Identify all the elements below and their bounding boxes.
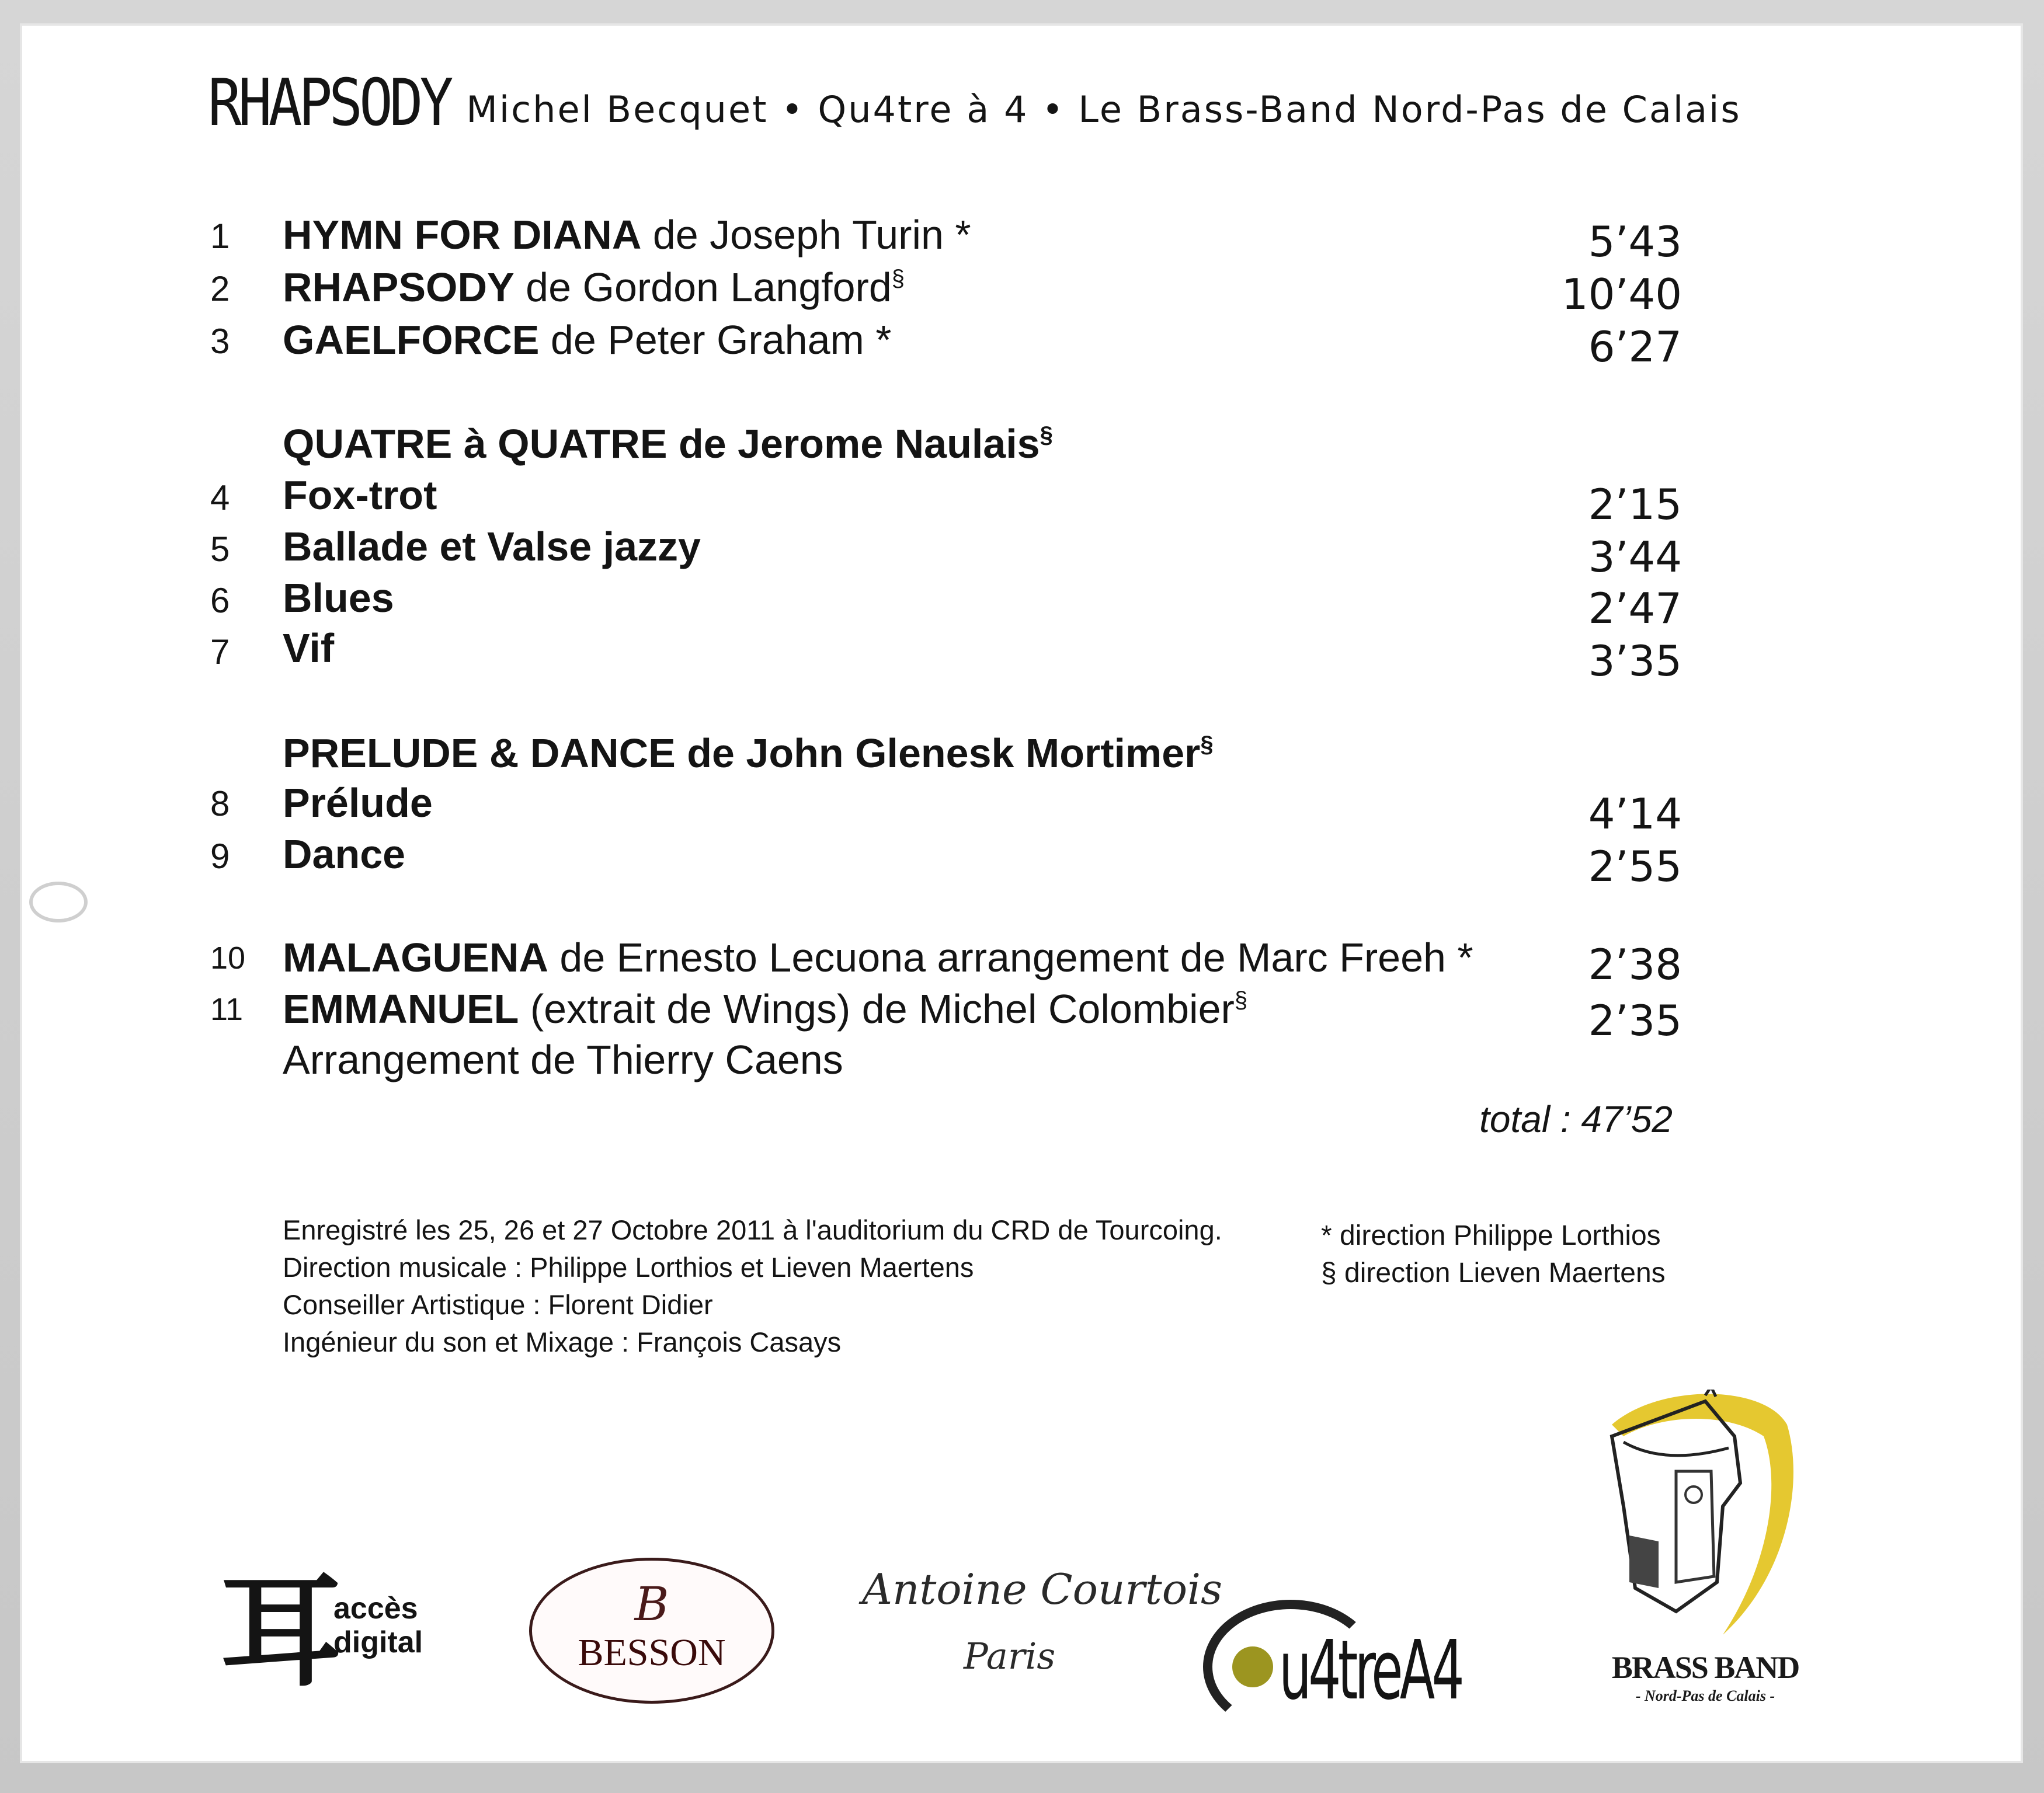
track-title-bold: MALAGUENA <box>283 935 548 980</box>
section-heading <box>283 420 1053 467</box>
acces-digital-logo <box>220 1559 465 1711</box>
section-heading <box>283 730 1214 777</box>
track-title <box>283 264 905 311</box>
track-number: 8 <box>210 784 230 823</box>
track-duration: 6’27 <box>1588 322 1682 371</box>
track-duration: 2’15 <box>1588 480 1682 529</box>
courtois-city: Paris <box>964 1635 1056 1677</box>
section-heading-text: PRELUDE & DANCE de John Glenesk Mortimer <box>283 730 1201 776</box>
rhapsody-logo: RHAPSODY <box>208 65 450 141</box>
track-number: 2 <box>210 269 230 308</box>
credit-line: Ingénieur du son et Mixage : François Casays <box>283 1327 842 1357</box>
case-hinge <box>29 882 88 922</box>
recording-credits <box>283 1211 1222 1361</box>
total-duration: total : 47’52 <box>1479 1098 1673 1140</box>
besson-wordmark: BESSON <box>578 1631 726 1674</box>
track-title: Prélude <box>283 780 433 826</box>
header <box>208 65 1741 141</box>
track-title: Blues <box>283 575 394 621</box>
track-title: Dance <box>283 831 406 877</box>
track-duration: 10’40 <box>1561 270 1682 319</box>
track-mark: § <box>1234 987 1248 1013</box>
track-title-bold: RHAPSODY <box>283 264 515 310</box>
brass-band-emblem-icon <box>1588 1390 1810 1646</box>
direction-legend <box>1321 1217 1666 1292</box>
track-mark: § <box>891 266 905 291</box>
acces-digital-mark-icon: 耳 <box>220 1559 343 1704</box>
track-title: Vif <box>283 625 335 671</box>
track-title-bold: EMMANUEL <box>283 986 519 1032</box>
track-duration: 2’35 <box>1588 996 1682 1045</box>
track-composer: (extrait de Wings) de Michel Colombier <box>519 986 1235 1032</box>
track-arrangement: Arrangement de Thierry Caens <box>283 1037 843 1082</box>
credit-line: Conseiller Artistique : Florent Didier <box>283 1289 713 1320</box>
track-title-bold: HYMN FOR DIANA <box>283 212 642 257</box>
track-number: 3 <box>210 322 230 361</box>
artists-line: Michel Becquet • Qu4tre à 4 • Le Brass-Band Nord-Pas de Calais <box>466 88 1741 131</box>
track-number: 6 <box>210 581 230 620</box>
track-duration: 2’47 <box>1588 584 1682 633</box>
track-mark: * <box>864 317 892 363</box>
section-mark: § <box>1040 422 1053 448</box>
direction-line: * direction Philippe Lorthios <box>1321 1220 1661 1251</box>
track-composer: de Gordon Langford <box>514 264 892 310</box>
credit-line: Enregistré les 25, 26 et 27 Octobre 2011 à l'auditorium du CRD de Tourcoing. <box>283 1214 1222 1245</box>
track-composer: de Joseph Turin <box>641 212 944 257</box>
track-duration: 3’44 <box>1588 532 1682 582</box>
track-duration: 5’43 <box>1588 217 1682 266</box>
brass-band-logo <box>1588 1390 1810 1752</box>
track-title: Fox-trot <box>283 472 437 518</box>
besson-monogram: B <box>634 1577 669 1631</box>
track-composer: de Peter Graham <box>539 317 864 363</box>
track-title: Ballade et Valse jazzy <box>283 524 701 569</box>
track-number: 11 <box>210 992 244 1027</box>
track-title <box>283 986 1247 1032</box>
track-title-bold: GAELFORCE <box>283 317 540 363</box>
track-duration: 3’35 <box>1588 636 1682 685</box>
acces-digital-text <box>333 1592 423 1659</box>
brass-band-wordmark: BRASS BAND <box>1611 1650 1799 1685</box>
track-mark: * <box>943 212 971 257</box>
track-title <box>283 316 892 363</box>
track-number: 5 <box>210 530 230 569</box>
track-number: 7 <box>210 632 230 671</box>
credit-line: Direction musicale : Philippe Lorthios et Lieven Maertens <box>283 1252 974 1283</box>
track-number: 4 <box>210 478 230 517</box>
track-number: 10 <box>210 941 246 976</box>
track-number: 9 <box>210 837 230 876</box>
section-mark: § <box>1200 732 1214 757</box>
track-title <box>283 934 1473 981</box>
track-composer: de Ernesto Lecuona arrangement de Marc Freeh <box>548 935 1446 980</box>
track-number: 1 <box>210 217 230 256</box>
track-duration: 2’55 <box>1588 842 1682 891</box>
courtois-signature: Antoine Courtois <box>862 1565 1223 1614</box>
section-heading-text: QUATRE à QUATRE de Jerome Naulais <box>283 421 1040 466</box>
track-mark: * <box>1445 935 1473 980</box>
track-duration: 2’38 <box>1588 940 1682 989</box>
quatre-dot-icon <box>1232 1646 1273 1687</box>
digital-line: digital <box>333 1625 423 1659</box>
track-duration: 4’14 <box>1588 789 1682 838</box>
quatre-wordmark: u4treA4 <box>1279 1623 1462 1718</box>
direction-line: § direction Lieven Maertens <box>1321 1258 1666 1289</box>
acces-line: accès <box>333 1592 418 1625</box>
track-title <box>283 211 971 258</box>
brass-band-subtitle: - Nord-Pas de Calais - <box>1635 1687 1775 1704</box>
besson-logo <box>529 1558 774 1704</box>
